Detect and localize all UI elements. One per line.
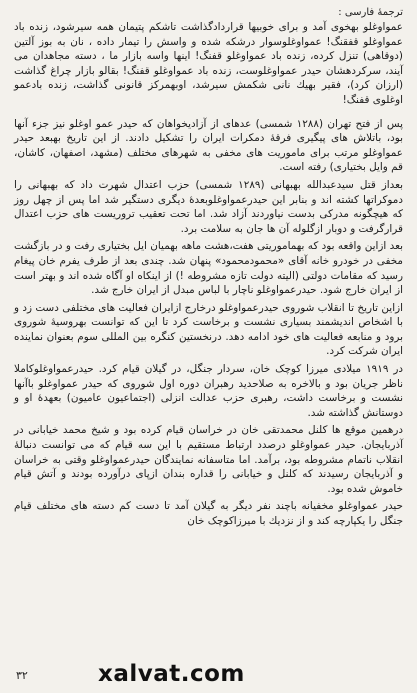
paragraph-jangal-uprising: در ۱۹۱۹ میلادی میرزا کوچک خان، سردار جنگل، در گیلان قیام کرد. حیدرعمواوغلوکاملا ناظر جریان بود و بالاخره به صلاحدید رهبران دوره اول شوروی که حیدر عمواوغلو باآنها نشست و برخاست داشت، رهبری حزب عدالت انزلی (اجتماعیون عامیون) بعهدهٔ او و دوستانش گذاشته شد. bbox=[14, 363, 404, 419]
page-footer bbox=[0, 659, 417, 693]
watermark-logo: xalvat.com bbox=[98, 661, 245, 687]
paragraph-soviet-period: ازاین تاریخ تا انقلاب شوروی حیدرعمواوغلو درخارج ازایران فعالیت های مختلفی دست زد و با اشخاص اندیشمند بسیاری نشست و برخاست کرد تا این که توانست بهروسیهٔ شوروی برود و منابعه فعالیت های خود ادامه دهد. درنخستین کنگره بین المللی سوم بعنوان نماینده ایران شرکت کرد. bbox=[14, 301, 403, 358]
paragraph-bakhtiari-mission: بعد ازاین واقعه بود که بهماموریتی هفت،هشت ماهه بهمیان ایل بختیاری رفت و در بازگشت مخفی در خودرو خانه آقای «محمودمحمود» پنهان شد. چندی بعد از طرف یفرم خان پیغام رسید که مقامات دولتی (الیته دولت تازه مشروطه !) از اینکاه او آگاه شده اند و بهتر است از ایران خارج شود. حیدرعمواوغلو ناچار با لباس مبدل از ایران خارج شد. bbox=[14, 240, 403, 297]
paragraph-tehran-conquest: پس از فتح تهران (۱۲۸۸ شمسی) عدهای از آزادیخواهان که حیدر عمو اوغلو نیز جزء آنها بود، باتلاش های پیگیری فرقهٔ دمکرات ایران را تشکیل دادند. از این تاریخ بهبعد حیدر عمواوغلو مرتب برای ماموریت های مخفی به شهرهای مختلف (مشهد، اصفهان، کاشان، قم وایل بختیاری) رفته است. bbox=[14, 117, 403, 174]
paragraph-behbahani: بعداز قتل سیدعبدالله بهبهانی (۱۲۸۹ شمسی) حزب اعتدال شهرت داد که بهبهانی را دموکراتها کشته اند و بنابر این حیدرعمواوغلوبعدهٔ دیگری دستگیر شد اما پس از چهل روز که هیچگونه مدرکی بدست نیاوردند آزاد شد. اما تحت تعقیب تروریست های حزب اعتدال قرارگرفت و دوبار ازگلوله آن ها جان به سلامت برد. bbox=[14, 178, 403, 235]
paragraph-gilan-arrival: حیدر عمواوغلو مخفیانه باچند نفر دیگر به گیلان آمد تا دست کم دسته های مختلف قیام جنگل را یکپارچه کند و از نزدیك با میرزاکوچک خان bbox=[14, 500, 403, 527]
translation-heading: ترجمهٔ فارسی : bbox=[338, 7, 403, 18]
paragraph-khorasan-azerbaijan: درهمین موقع ها کلنل محمدتقی خان در خراسان قیام کرده بود و شیخ محمد خیابانی در آذربایجان. حیدر عمواوغلو درصدد ارتباط مستقیم با این سه قیام که می توانست دنبالهٔ انقلاب ناتمام مشروطه بود، برآمد. اما متاسفانه نمایندگان حیدرعمواوغلو وقتی به خراسان و آذربایجان رسیدند که کلنل و خیابانی را قداره بندان ازپای درآورده بودند و آتش قیام خاموش شده بود. bbox=[14, 424, 403, 495]
paragraph-slogans: عمواوغلو بهخوی آمد و برای خوبیها قراردادگذاشت تاشکم پتیمان همه سیرشود، زنده باد عمواوغلو قفقنگ! عمواوغلوسوار درشکه شده و واسش را تیمار داده ، نان به بوز آلتین (دوقاهی) تنزل کرده، زنده باد عمواوغلو قفنگ! اینها واسه بازار ما ، دسته مجاهدان می آیند، سرکردهشان حیدر عمواوغلوست، زنده باد عمواوغلو قفنگ! بقالو بازار چراغ گذاشت (ارزان کرد)، فقیر بهیك نانی شکمش سیرشد، اوبهمرکز قانونی گذاشت، زنده بادعمو اوغلوی قفنگ! bbox=[14, 21, 403, 106]
page-number: ۳۲ bbox=[16, 669, 28, 682]
